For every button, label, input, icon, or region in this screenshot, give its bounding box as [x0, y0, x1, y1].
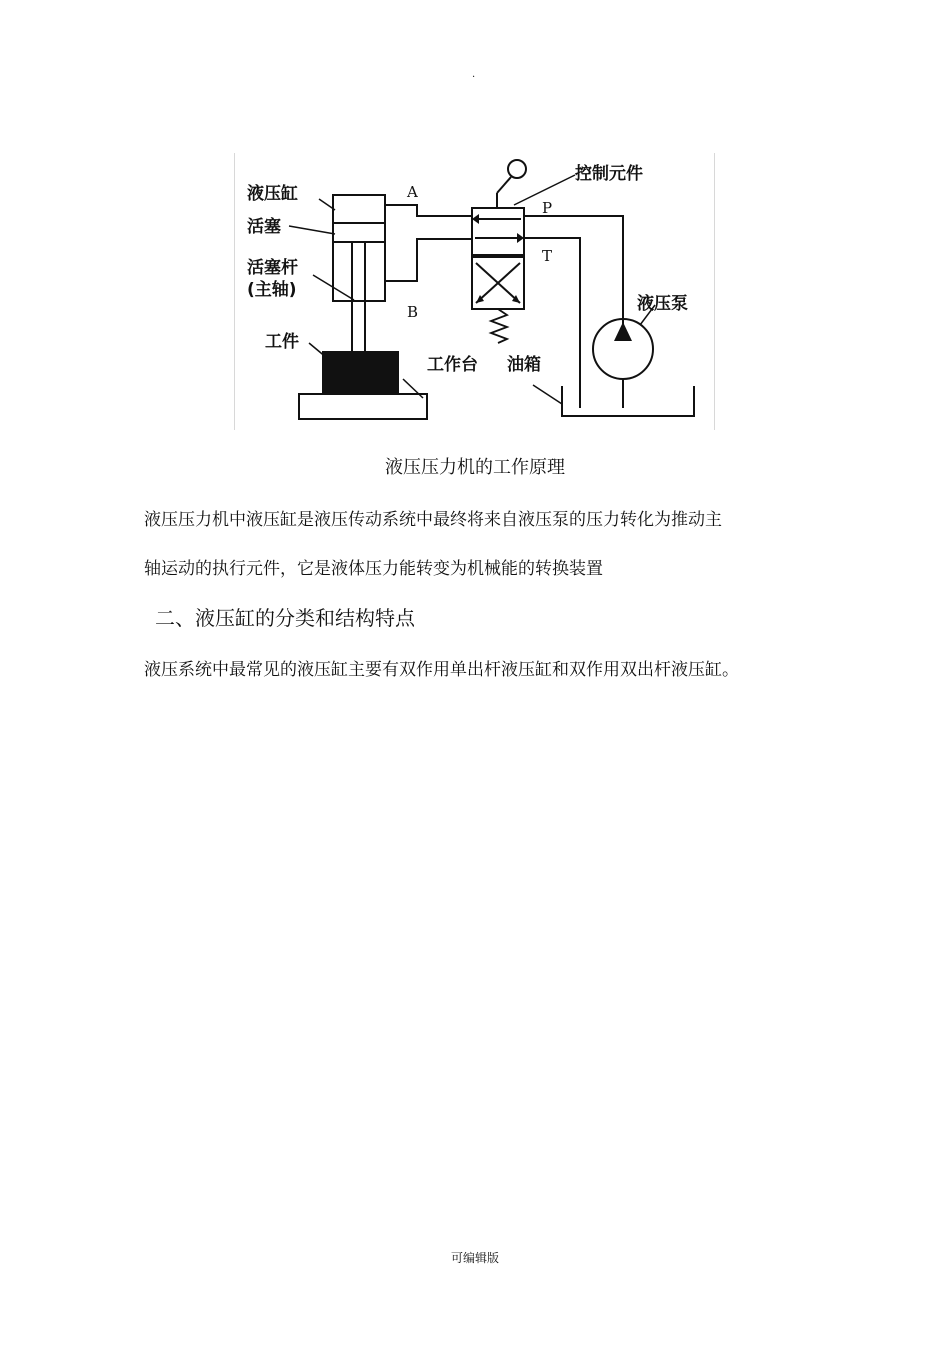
workbench-plate — [299, 394, 427, 419]
label-oil-tank: 油箱 — [507, 355, 541, 375]
valve-lever-knob — [508, 160, 526, 178]
label-port-p: P — [542, 199, 553, 217]
label-piston-rod: 活塞杆 — [247, 258, 298, 278]
figure-caption: 液压压力机的工作原理 — [385, 457, 565, 478]
piston-rod — [352, 242, 365, 352]
valve-upper — [472, 208, 524, 255]
pump-triangle — [614, 322, 632, 341]
label-main-shaft: (主轴) — [247, 280, 297, 300]
pipe-a — [385, 205, 472, 216]
label-pump: 液压泵 — [637, 294, 688, 314]
piston — [333, 223, 385, 242]
page-footer: 可编辑版 — [450, 1251, 499, 1265]
hydraulic-press-diagram — [234, 153, 715, 430]
section-heading: 二、液压缸的分类和结构特点 — [155, 606, 415, 630]
cylinder-body — [333, 195, 385, 301]
pipe-p — [524, 216, 623, 331]
label-port-t: T — [542, 247, 553, 265]
paragraph-1-line-2: 轴运动的执行元件，它是液体压力能转变为机械能的转换装置 — [144, 559, 603, 579]
label-port-b: B — [407, 303, 419, 321]
label-workpiece: 工件 — [265, 332, 299, 352]
valve-arrowhead-p — [472, 214, 479, 224]
label-workbench: 工作台 — [427, 355, 478, 375]
label-piston: 活塞 — [247, 217, 281, 237]
paragraph-2: 液压系统中最常见的液压缸主要有双作用单出杆液压缸和双作用双出杆液压缸。 — [144, 660, 739, 680]
label-control-element: 控制元件 — [575, 164, 643, 184]
header-mark: . — [472, 69, 476, 80]
valve-arrowhead-t — [517, 233, 524, 243]
label-cylinder: 液压缸 — [247, 184, 298, 204]
workpiece-block — [323, 352, 398, 393]
valve-spring — [491, 309, 507, 343]
pipe-b — [385, 239, 472, 281]
label-port-a: A — [407, 183, 418, 201]
paragraph-1-line-1: 液压压力机中液压缸是液压传动系统中最终将来自液压泵的压力转化为推动主 — [144, 510, 722, 530]
oil-tank — [562, 386, 694, 416]
